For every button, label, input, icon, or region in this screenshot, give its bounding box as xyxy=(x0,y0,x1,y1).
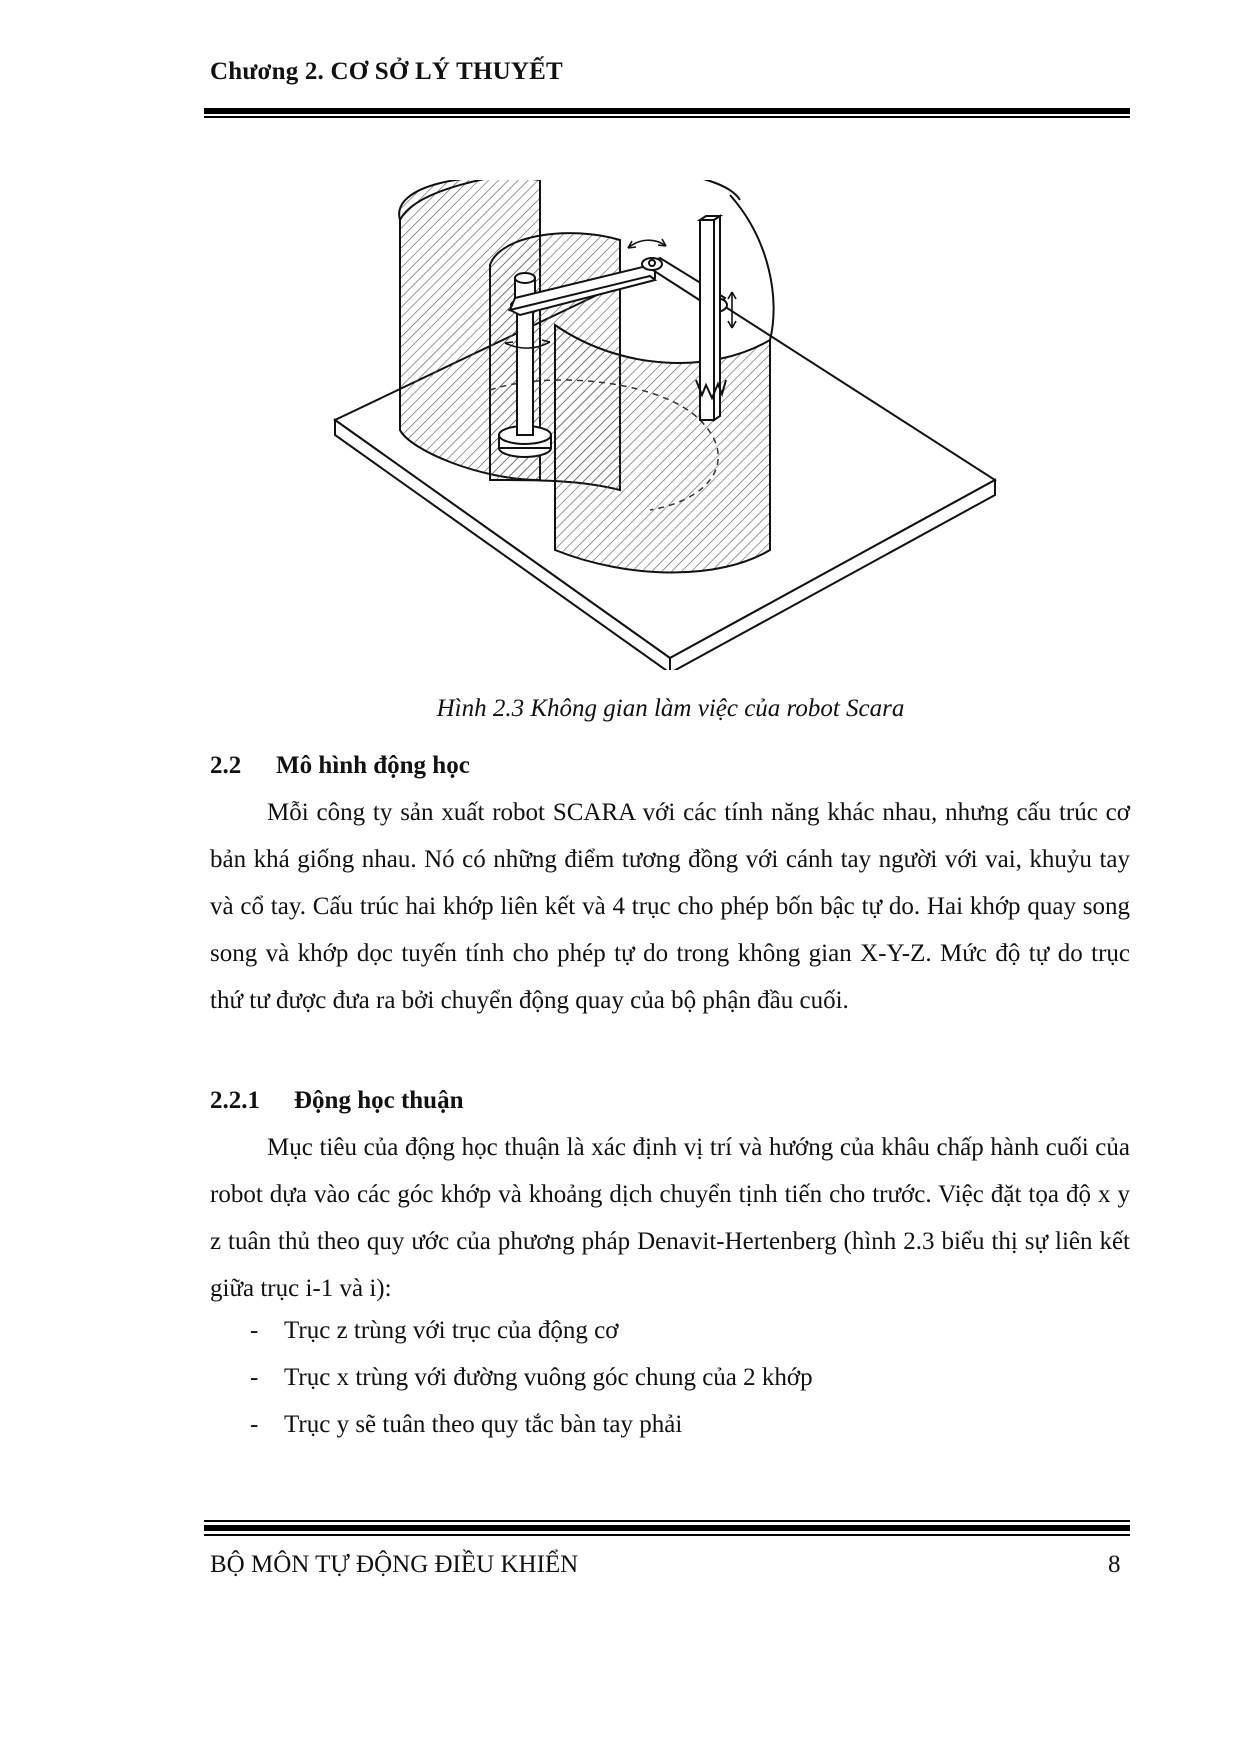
list-item-text: Trục x trùng với đường vuông góc chung của 2 khớp xyxy=(284,1364,813,1391)
scara-workspace-figure xyxy=(330,180,1010,670)
section-2-2-1-paragraph: Mục tiêu của động học thuận là xác định vị trí và hướng của khâu chấp hành cuối của robot dựa vào các góc khớp và khoảng dịch chuyển tịnh tiến cho trước. Việc đặt tọa độ x y z tuân thủ theo quy ước của phương pháp Denavit-Hertenberg (hình 2.3 biểu thị sự liên kết giữa trục i-1 và i): xyxy=(210,1134,1130,1302)
section-heading-2-2 xyxy=(210,752,470,780)
chapter-title: Chương 2. CƠ SỞ LÝ THUYẾT xyxy=(210,58,563,85)
list-item xyxy=(250,1364,813,1392)
subsection-title: Động học thuận xyxy=(294,1087,464,1114)
bullet-marker: - xyxy=(250,1364,259,1391)
footer-rule-thick xyxy=(204,1525,1130,1531)
section-heading-2-2-1 xyxy=(210,1087,464,1115)
header-rule-thin xyxy=(204,116,1130,118)
header-rule-thick xyxy=(204,108,1130,114)
footer-department: BỘ MÔN TỰ ĐỘNG ĐIỀU KHIỂN xyxy=(210,1551,579,1578)
list-item-text: Trục z trùng với trục của động cơ xyxy=(284,1317,619,1344)
section-title: Mô hình động học xyxy=(276,752,470,779)
bullet-marker: - xyxy=(250,1411,259,1438)
footer-rule-thin xyxy=(204,1520,1130,1522)
subsection-number: 2.2.1 xyxy=(210,1087,260,1114)
bullet-marker: - xyxy=(250,1317,259,1344)
figure-caption: Hình 2.3 Không gian làm việc của robot Scara xyxy=(436,695,905,722)
section-2-2-paragraph: Mỗi công ty sản xuất robot SCARA với các tính năng khác nhau, nhưng cấu trúc cơ bản khá giống nhau. Nó có những điểm tương đồng với cánh tay người với vai, khuỷu tay và cổ tay. Cấu trúc hai khớp liên kết và 4 trục cho phép bốn bậc tự do. Hai khớp quay song song và khớp dọc tuyến tính cho phép tự do trong không gian X-Y-Z. Mức độ tự do trục thứ tư được đưa ra bởi chuyển động quay của bộ phận đầu cuối. xyxy=(210,799,1130,1014)
section-number: 2.2 xyxy=(210,752,242,779)
footer-rule-thin-2 xyxy=(204,1534,1130,1536)
list-item xyxy=(250,1411,682,1439)
list-item-text: Trục y sẽ tuân theo quy tắc bàn tay phải xyxy=(284,1411,683,1438)
list-item xyxy=(250,1317,618,1345)
page-number: 8 xyxy=(1108,1551,1121,1578)
